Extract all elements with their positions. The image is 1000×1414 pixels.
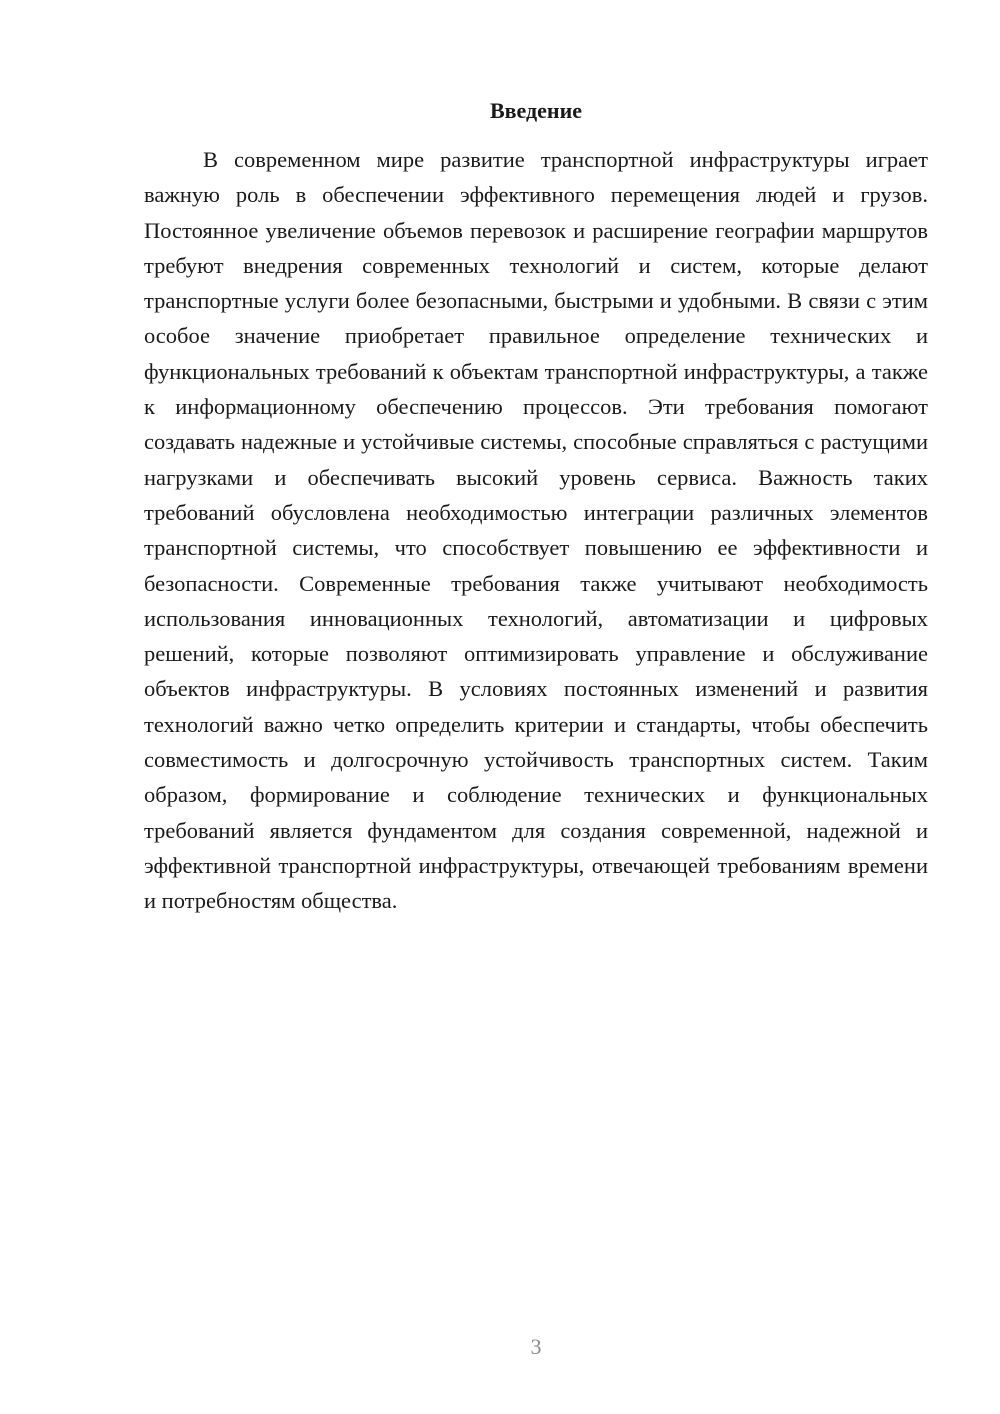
body-paragraph: В современном мире развитие транспортной инфраструктуры играет важную роль в обеспечении эффективного перемещения людей и грузов. Постоянное увеличение объемов перевозок и расширение географии маршрутов требуют внедрения современных технологий и систем, которые делают транспортные услуги более безопасными, быстрыми и удобными. В связи с этим особое значение приобретает правильное определение технических и функциональных требований к объектам транспортной инфраструктуры, а также к информационному обеспечению процессов. Эти требования помогают создавать надежные и устойчивые системы, способные справляться с растущими нагрузками и обеспечивать высокий уровень сервиса. Важность таких требований обусловлена необходимостью интеграции различных элементов транспортной системы, что способствует повышению ее эффективности и безопасности. Современные требования также учитывают необходимость использования инновационных технологий, автоматизации и цифровых решений, которые позволяют оптимизировать управление и обслуживание объектов инфраструктуры. В условиях постоянных изменений и развития технологий важно четко определить критерии и стандарты, чтобы обеспечить совместимость и долгосрочную устойчивость транспортных систем. Таким образом, формирование и соблюдение технических и функциональных требований является фундаментом для создания современной, надежной и эффективной транспортной инфраструктуры, отвечающей требованиям времени и потребностям общества.: [144, 147, 928, 914]
section-heading: Введение: [489, 98, 583, 123]
page-number: 3: [530, 1334, 542, 1359]
